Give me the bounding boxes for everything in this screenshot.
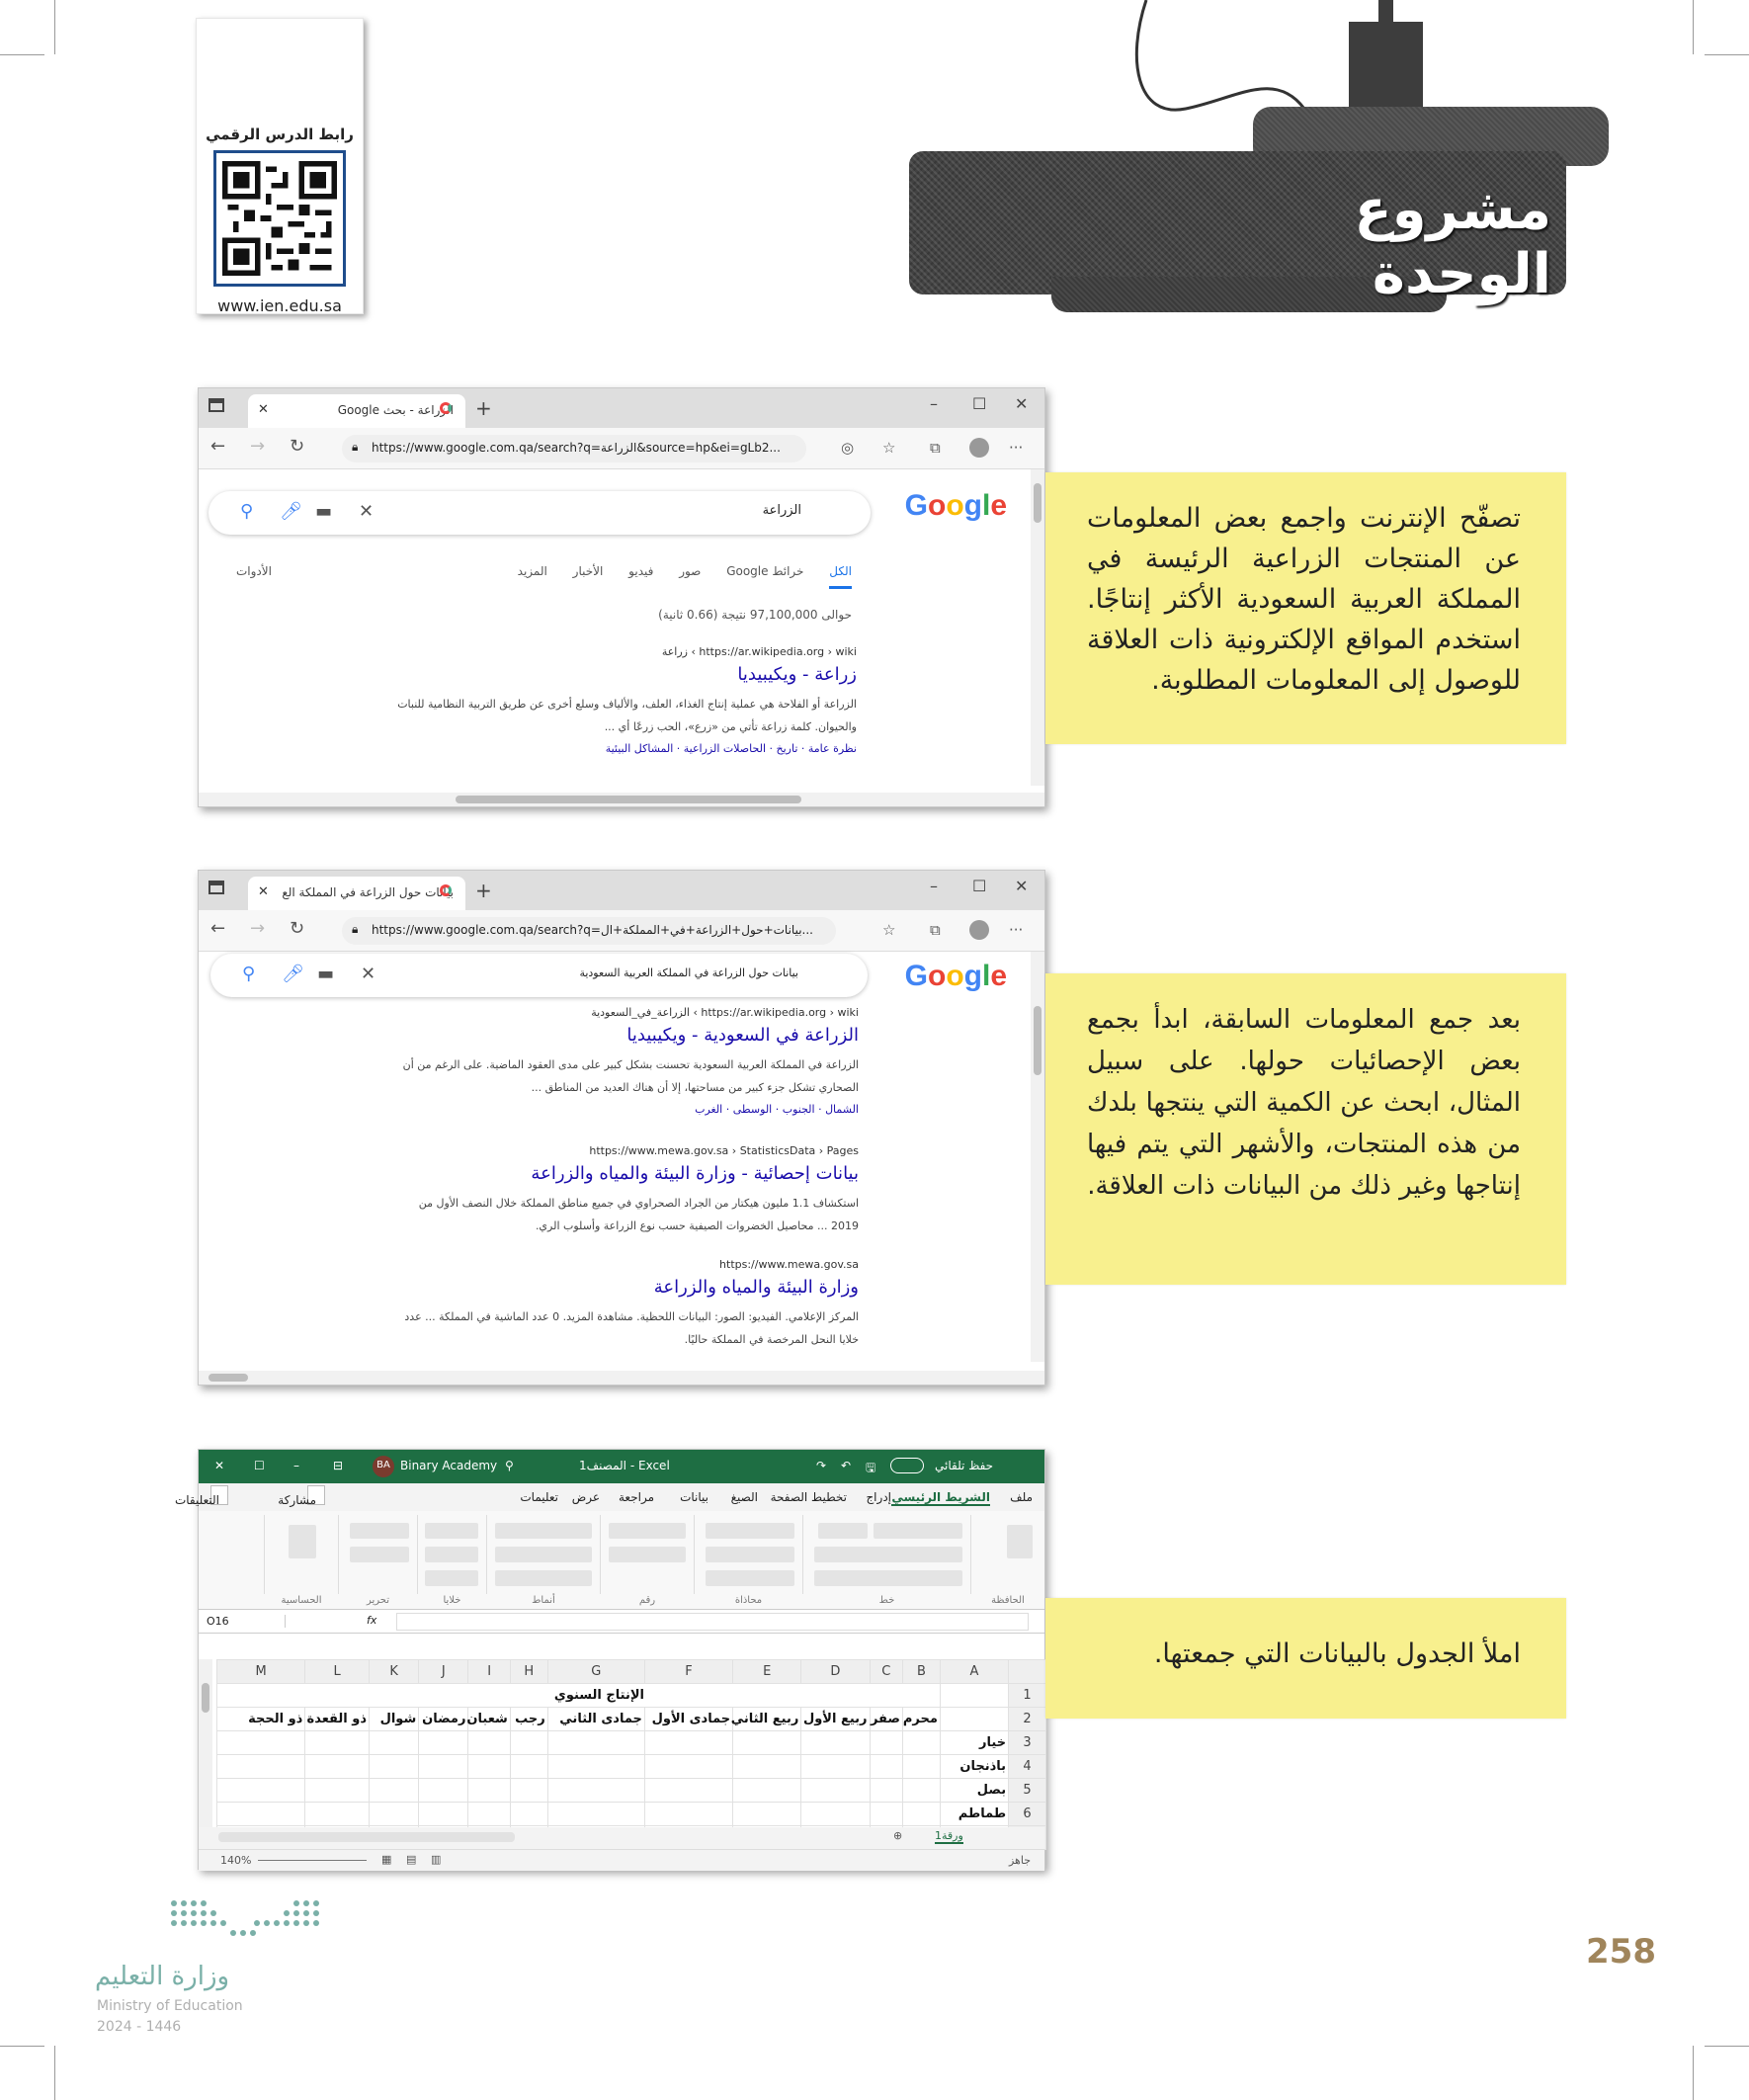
spreadsheet-grid[interactable] xyxy=(199,1659,1046,1827)
filter-news[interactable]: الأخبار xyxy=(572,564,604,578)
search-icon[interactable]: ⚲ xyxy=(505,1459,514,1472)
ribbon-group-sensitivity: الحساسية xyxy=(264,1515,338,1594)
row-number[interactable]: 5 xyxy=(1009,1779,1046,1803)
excel-screenshot xyxy=(174,1449,1045,1870)
more-menu-icon[interactable]: ··· xyxy=(1009,921,1024,939)
window-icon[interactable] xyxy=(208,398,224,412)
row-number[interactable]: 3 xyxy=(1009,1731,1046,1755)
row-number[interactable]: 4 xyxy=(1009,1755,1046,1779)
tab-page-layout[interactable]: تخطيط الصفحة xyxy=(770,1490,847,1504)
ribbon-group-alignment: محاذاة xyxy=(694,1515,802,1594)
url-field[interactable] xyxy=(342,435,806,462)
status-text: جاهز xyxy=(1008,1854,1031,1867)
back-icon[interactable]: ← xyxy=(210,918,226,939)
more-menu-icon[interactable]: ··· xyxy=(1009,439,1024,457)
qr-caption: رابط الدرس الرقمي xyxy=(206,126,354,143)
table-row xyxy=(217,1708,1046,1731)
tab-file[interactable]: ملف xyxy=(1010,1490,1033,1504)
new-tab-icon[interactable]: + xyxy=(475,879,492,902)
account-avatar[interactable]: BA xyxy=(373,1456,394,1477)
result-snippet: الزراعة في المملكة العربية السعودية تحسنت بشكل كبير على مدى العقود الماضية. على الرغم من أن xyxy=(402,1058,859,1071)
filter-maps[interactable]: خرائط Google xyxy=(726,564,804,578)
ribbon-display-icon[interactable]: ⊟ xyxy=(333,1459,344,1472)
font-name-select[interactable] xyxy=(874,1523,962,1539)
maximize-icon[interactable]: ☐ xyxy=(972,877,987,895)
product-cell[interactable]: خيار xyxy=(940,1731,1008,1755)
column-header[interactable]: L xyxy=(305,1660,370,1684)
browser-screenshot-1 xyxy=(198,387,1045,807)
google-favicon-icon xyxy=(440,402,452,414)
profile-avatar[interactable] xyxy=(969,920,989,940)
page-number: 258 xyxy=(1586,1932,1656,1972)
forward-icon[interactable]: → xyxy=(250,918,266,939)
month-cell[interactable]: جمادى الأول xyxy=(644,1708,732,1731)
result-snippet: الزراعة أو الفلاحة هي عملية إنتاج الغذاء، العلف، والألياف وسلع أخرى عن طريق التربية النظامية للنبات xyxy=(397,698,857,711)
result-cite[interactable]: https://ar.wikipedia.org › wiki › الزراعة_في_السعودية xyxy=(591,1006,859,1019)
microphone-icon[interactable]: 🎤︎ xyxy=(282,964,304,984)
clear-search-icon[interactable]: ✕ xyxy=(359,501,375,522)
instruction-note-1 xyxy=(1045,472,1566,744)
tab-home[interactable]: الشريط الرئيسي xyxy=(891,1490,990,1504)
table-row xyxy=(217,1779,1046,1803)
extension-icon[interactable]: ◎ xyxy=(841,439,855,457)
url-field[interactable] xyxy=(342,917,836,945)
save-icon[interactable]: 🖫︎ xyxy=(866,1461,876,1474)
back-icon[interactable]: ← xyxy=(210,436,226,457)
row-number[interactable]: 6 xyxy=(1009,1803,1046,1826)
result-title[interactable]: الزراعة في السعودية - ويكيبيديا xyxy=(626,1025,859,1046)
search-query: الزراعة xyxy=(762,503,801,518)
microphone-icon[interactable]: 🎤︎ xyxy=(280,501,302,522)
month-cell[interactable]: محرم xyxy=(902,1708,940,1731)
maximize-icon[interactable]: ☐ xyxy=(254,1459,265,1472)
close-tab-icon[interactable]: ✕ xyxy=(258,402,269,417)
search-input[interactable] xyxy=(210,954,868,997)
tab-title: بيانات حول الزراعة في المملكة الع xyxy=(282,885,454,899)
tab-bar xyxy=(199,871,1044,910)
column-header[interactable]: K xyxy=(370,1660,419,1684)
qr-card[interactable] xyxy=(196,18,364,314)
collections-icon[interactable]: ⧉ xyxy=(930,921,941,939)
result-title[interactable]: وزارة البيئة والمياه والزراعة xyxy=(653,1277,859,1298)
filter-all[interactable]: الكل xyxy=(829,564,852,589)
collections-icon[interactable]: ⧉ xyxy=(930,439,941,457)
font-style-buttons[interactable] xyxy=(814,1547,962,1562)
refresh-icon[interactable]: ↻ xyxy=(290,918,305,939)
filter-more[interactable]: المزيد xyxy=(517,564,547,578)
qr-code-icon xyxy=(222,159,337,278)
column-header[interactable]: J xyxy=(419,1660,468,1684)
ribbon-group-cells: خلايا xyxy=(417,1515,486,1594)
month-cell[interactable]: شعبان xyxy=(468,1708,510,1731)
select-all-corner[interactable] xyxy=(1009,1660,1046,1684)
lock-icon: 🔒︎ xyxy=(352,922,359,936)
share-button[interactable]: مشاركة xyxy=(307,1485,325,1505)
clear-search-icon[interactable]: ✕ xyxy=(361,964,376,984)
status-bar xyxy=(199,1849,1044,1871)
number-format-select[interactable] xyxy=(609,1523,686,1539)
address-bar-row xyxy=(199,428,1044,469)
instruction-note-2 xyxy=(1045,973,1566,1285)
scrollbar-thumb[interactable] xyxy=(208,1374,248,1382)
crop-mark xyxy=(1693,2046,1694,2100)
page-layout-icon[interactable]: ▤ xyxy=(406,1853,417,1866)
sheet-tabs-bar xyxy=(199,1827,1044,1849)
crop-mark xyxy=(0,54,44,55)
sheet-tab[interactable]: ورقة1 xyxy=(935,1829,963,1842)
cell[interactable] xyxy=(940,1708,1008,1731)
instruction-text: بعد جمع المعلومات السابقة، ابدأ بجمع بعض الإحصائيات حولها. على سبيل المثال، ابحث عن الكمية التي ينتجها بلدك من هذه المنتجات، والأشهر التي يتم فيها إنتاجها وغير ذلك من البيانات ذات العلاقة. xyxy=(1087,1005,1521,1201)
month-cell[interactable]: ذو الحجة xyxy=(217,1708,305,1731)
font-color-buttons[interactable] xyxy=(814,1570,962,1586)
formula-input[interactable] xyxy=(396,1613,1029,1631)
instruction-text: املأ الجدول بالبيانات التي جمعتها. xyxy=(1153,1638,1521,1669)
result-snippet: والحيوان. كلمة زراعة تأتي من «زرع»، الحب زرعًا أي ... xyxy=(604,720,857,733)
minimize-icon[interactable]: – xyxy=(930,877,938,895)
page-break-icon[interactable]: ▥ xyxy=(431,1853,442,1866)
formula-bar xyxy=(199,1610,1044,1634)
window-icon[interactable] xyxy=(208,881,224,894)
normal-view-icon[interactable]: ▦ xyxy=(381,1853,392,1866)
search-input[interactable] xyxy=(208,491,871,535)
instruction-text: تصفّح الإنترنت واجمع بعض المعلومات عن المنتجات الزراعية الرئيسة في المملكة العربية السعودية الأكثر إنتاجًا. استخدم المواقع الإلكترونية ذات العلاقة للوصول إلى المعلومات المطلوبة. xyxy=(1087,503,1521,696)
banner-plug xyxy=(1349,22,1423,116)
column-header[interactable]: A xyxy=(940,1660,1008,1684)
column-header[interactable]: G xyxy=(547,1660,644,1684)
account-name[interactable]: Binary Academy xyxy=(400,1459,498,1472)
align-buttons[interactable] xyxy=(706,1547,794,1562)
url-text: https://www.google.com.qa/search?q=بيانات+حول+الزراعة+في+المملكة+ال... xyxy=(372,923,813,937)
fx-icon[interactable]: fx xyxy=(367,1614,377,1627)
ribbon-group-clipboard: الحافظة xyxy=(970,1515,1044,1594)
search-icon[interactable]: ⚲ xyxy=(242,964,256,984)
vertical-scrollbar[interactable] xyxy=(1031,469,1044,786)
scrollbar-thumb[interactable] xyxy=(1034,1006,1041,1075)
result-snippet: المركز الإعلامي. الفيديو: الصور: البيانات اللحظية. مشاهدة المزيد. 0 عدد الماشية في المملكة ... عدد xyxy=(404,1310,859,1323)
format-as-table-button[interactable] xyxy=(495,1547,592,1562)
result-cite[interactable]: https://www.mewa.gov.sa › StatisticsData › Pages xyxy=(589,1144,859,1157)
crop-mark xyxy=(0,2046,44,2047)
tab-bar xyxy=(199,388,1044,428)
font-size-select[interactable] xyxy=(818,1523,868,1539)
column-header-row xyxy=(217,1660,1046,1684)
new-tab-icon[interactable]: + xyxy=(475,396,492,420)
redo-icon[interactable]: ↷ xyxy=(816,1459,827,1472)
url-text: https://www.google.com.qa/search?q=الزراعة&source=hp&ei=gLb2... xyxy=(372,441,781,455)
result-count: حوالى 97,100,000 نتيجة (0.66 ثانية) xyxy=(658,608,852,622)
tab-data[interactable]: بيانات xyxy=(680,1490,708,1504)
google-favicon-icon xyxy=(440,884,452,896)
comments-button[interactable]: التعليقات xyxy=(210,1485,228,1505)
month-cell[interactable]: شوال xyxy=(370,1708,419,1731)
browser-screenshot-2 xyxy=(198,870,1045,1386)
address-bar-row xyxy=(199,910,1044,952)
crop-mark xyxy=(54,0,55,54)
column-header[interactable]: I xyxy=(468,1660,510,1684)
product-cell[interactable]: طماطم xyxy=(940,1803,1008,1826)
tab-formulas[interactable]: الصيغ xyxy=(730,1490,758,1504)
google-logo: Google xyxy=(904,960,1007,992)
cell[interactable] xyxy=(940,1684,1008,1708)
column-header[interactable]: D xyxy=(801,1660,870,1684)
result-cite[interactable]: https://www.mewa.gov.sa xyxy=(719,1258,859,1271)
row-number[interactable]: 1 xyxy=(1009,1684,1046,1708)
result-snippet: خلايا النحل المرخصة في المملكة حاليًا. xyxy=(684,1333,859,1346)
ribbon-group-editing: تحرير xyxy=(338,1515,417,1594)
search-result xyxy=(325,1006,859,1116)
tab-title: الزراعة - بحث Google xyxy=(337,403,454,417)
month-cell[interactable]: ربيع الأول xyxy=(801,1708,870,1731)
keyboard-icon[interactable]: ▬ xyxy=(317,964,335,984)
close-window-icon[interactable]: ✕ xyxy=(1015,394,1029,413)
row-number[interactable]: 2 xyxy=(1009,1708,1046,1731)
column-header[interactable]: C xyxy=(870,1660,902,1684)
academic-year: 2024 - 1446 xyxy=(97,2019,182,2035)
tab-help[interactable]: تعليمات xyxy=(520,1490,558,1504)
refresh-icon[interactable]: ↻ xyxy=(290,436,305,457)
insert-cells-button[interactable] xyxy=(425,1523,478,1539)
ministry-logo-icon xyxy=(168,1897,326,1952)
result-title[interactable]: زراعة - ويكيبيديا xyxy=(737,664,857,685)
excel-title-bar xyxy=(199,1450,1044,1483)
find-button[interactable] xyxy=(350,1547,409,1562)
delete-cells-button[interactable] xyxy=(425,1547,478,1562)
horizontal-scrollbar[interactable] xyxy=(199,1371,1044,1385)
search-filters xyxy=(496,564,852,578)
search-result xyxy=(325,1144,859,1237)
instruction-note-3 xyxy=(1045,1598,1566,1719)
favorite-icon[interactable]: ☆ xyxy=(882,921,896,939)
scrollbar-thumb[interactable] xyxy=(202,1683,209,1713)
percent-button[interactable] xyxy=(609,1547,686,1562)
crop-mark xyxy=(1705,2046,1749,2047)
format-cells-button[interactable] xyxy=(425,1570,478,1586)
google-logo: Google xyxy=(904,489,1007,522)
tab-review[interactable]: مراجعة xyxy=(618,1490,654,1504)
conditional-formatting-button[interactable] xyxy=(495,1523,592,1539)
autosave-toggle[interactable] xyxy=(890,1458,924,1473)
search-icon[interactable]: ⚲ xyxy=(240,501,254,522)
filter-images[interactable]: صور xyxy=(679,564,702,578)
ministry-name-en: Ministry of Education xyxy=(97,1998,243,2014)
filter-videos[interactable]: فيديو xyxy=(628,564,654,578)
indent-buttons[interactable] xyxy=(706,1570,794,1586)
table-row xyxy=(217,1755,1046,1779)
autosum-button[interactable] xyxy=(350,1523,409,1539)
keyboard-icon[interactable]: ▬ xyxy=(315,501,333,522)
forward-icon[interactable]: → xyxy=(250,436,266,457)
month-cell[interactable]: ذو القعدة xyxy=(305,1708,370,1731)
close-tab-icon[interactable]: ✕ xyxy=(258,884,269,899)
browser-tab[interactable] xyxy=(248,877,465,910)
ribbon-group-styles: أنماط xyxy=(486,1515,600,1594)
month-cell[interactable]: رمضان xyxy=(419,1708,468,1731)
search-result xyxy=(323,645,857,755)
undo-icon[interactable]: ↶ xyxy=(841,1459,852,1472)
month-cell[interactable]: صفر xyxy=(870,1708,902,1731)
table-row xyxy=(217,1731,1046,1755)
result-cite[interactable]: https://ar.wikipedia.org › wiki › زراعة xyxy=(661,645,857,658)
title-cell[interactable]: الإنتاج السنوي xyxy=(217,1684,941,1708)
crop-mark xyxy=(54,2046,55,2100)
month-cell[interactable]: رجب xyxy=(510,1708,547,1731)
result-snippet: استكشاف 1.1 مليون هيكتار من الجراد الصحراوي في جميع مناطق المملكة خلال النصف الأول من xyxy=(418,1197,859,1210)
page-title: مشروع الوحدة xyxy=(1354,178,1551,306)
google-results-page xyxy=(199,952,1044,1372)
minimize-icon[interactable]: – xyxy=(930,394,938,413)
tab-insert[interactable]: إدراج xyxy=(866,1490,891,1504)
ribbon xyxy=(199,1511,1044,1610)
qr-url[interactable]: www.ien.edu.sa xyxy=(217,296,342,315)
qr-code[interactable] xyxy=(213,150,346,287)
minimize-icon[interactable]: – xyxy=(293,1459,299,1472)
tab-view[interactable]: عرض xyxy=(571,1490,600,1504)
close-window-icon[interactable]: ✕ xyxy=(214,1459,225,1472)
month-cell[interactable]: ربيع الثاني xyxy=(733,1708,801,1731)
google-results-page xyxy=(199,469,1044,796)
cell-styles-button[interactable] xyxy=(495,1570,592,1586)
column-header[interactable]: M xyxy=(217,1660,305,1684)
browser-tab[interactable] xyxy=(248,394,465,428)
file-name: المصنف1 - Excel xyxy=(579,1459,670,1472)
result-snippet: الصحاري تشكل جزء كبير من مساحتها، إلا أن هناك العديد من المناطق ... xyxy=(531,1081,859,1094)
month-cell[interactable]: جمادى الثاني xyxy=(547,1708,644,1731)
maximize-icon[interactable]: ☐ xyxy=(972,394,987,413)
tools-button[interactable]: الأدوات xyxy=(236,564,272,578)
paste-icon[interactable] xyxy=(1007,1525,1033,1558)
result-sitelinks[interactable]: نظرة عامة · تاريخ · الحاصلات الزراعية · المشاكل البيئية xyxy=(605,742,857,755)
column-header[interactable]: F xyxy=(644,1660,732,1684)
scrollbar-thumb[interactable] xyxy=(456,796,801,803)
search-result xyxy=(325,1258,859,1351)
scrollbar-thumb[interactable] xyxy=(1034,483,1041,523)
sensitivity-icon[interactable] xyxy=(289,1525,316,1558)
column-header[interactable]: B xyxy=(902,1660,940,1684)
close-window-icon[interactable]: ✕ xyxy=(1015,877,1029,895)
lock-icon: 🔒︎ xyxy=(352,440,359,454)
horizontal-scrollbar[interactable] xyxy=(218,1832,515,1842)
table-row xyxy=(217,1684,1046,1708)
table-row xyxy=(217,1803,1046,1826)
result-title[interactable]: بيانات إحصائية - وزارة البيئة والمياه والزراعة xyxy=(531,1163,859,1184)
crop-mark xyxy=(1693,0,1694,54)
product-cell[interactable]: باذنجان xyxy=(940,1755,1008,1779)
column-header[interactable]: H xyxy=(510,1660,547,1684)
align-buttons[interactable] xyxy=(706,1523,794,1539)
ministry-name-ar: وزارة التعليم xyxy=(95,1962,230,1991)
vertical-scrollbar[interactable] xyxy=(1031,952,1044,1362)
column-header[interactable]: E xyxy=(733,1660,801,1684)
search-query: بيانات حول الزراعة في المملكة العربية السعودية xyxy=(579,966,798,979)
autosave-label: حفظ تلقائي xyxy=(935,1459,994,1472)
zoom-slider[interactable] xyxy=(258,1860,367,1861)
add-sheet-icon[interactable]: ⊕ xyxy=(893,1829,903,1842)
favorite-icon[interactable]: ☆ xyxy=(882,439,896,457)
profile-avatar[interactable] xyxy=(969,438,989,458)
ribbon-tabs xyxy=(174,1483,1044,1511)
ribbon-group-font: خط xyxy=(802,1515,970,1594)
horizontal-scrollbar[interactable] xyxy=(199,793,1044,806)
name-box[interactable]: O16 xyxy=(207,1615,286,1628)
result-snippet: 2019 ... محاصيل الخضروات الصيفية حسب نوع الزراعة وأسلوب الري. xyxy=(535,1219,859,1232)
result-sitelinks[interactable]: الشمال · الجنوب · الوسطى · الغرب xyxy=(695,1103,859,1116)
zoom-level[interactable]: 140% xyxy=(220,1854,252,1867)
vertical-scrollbar[interactable] xyxy=(199,1659,212,1827)
crop-mark xyxy=(1705,54,1749,55)
product-cell[interactable]: بصل xyxy=(940,1779,1008,1803)
ribbon-group-number: رقم xyxy=(600,1515,694,1594)
